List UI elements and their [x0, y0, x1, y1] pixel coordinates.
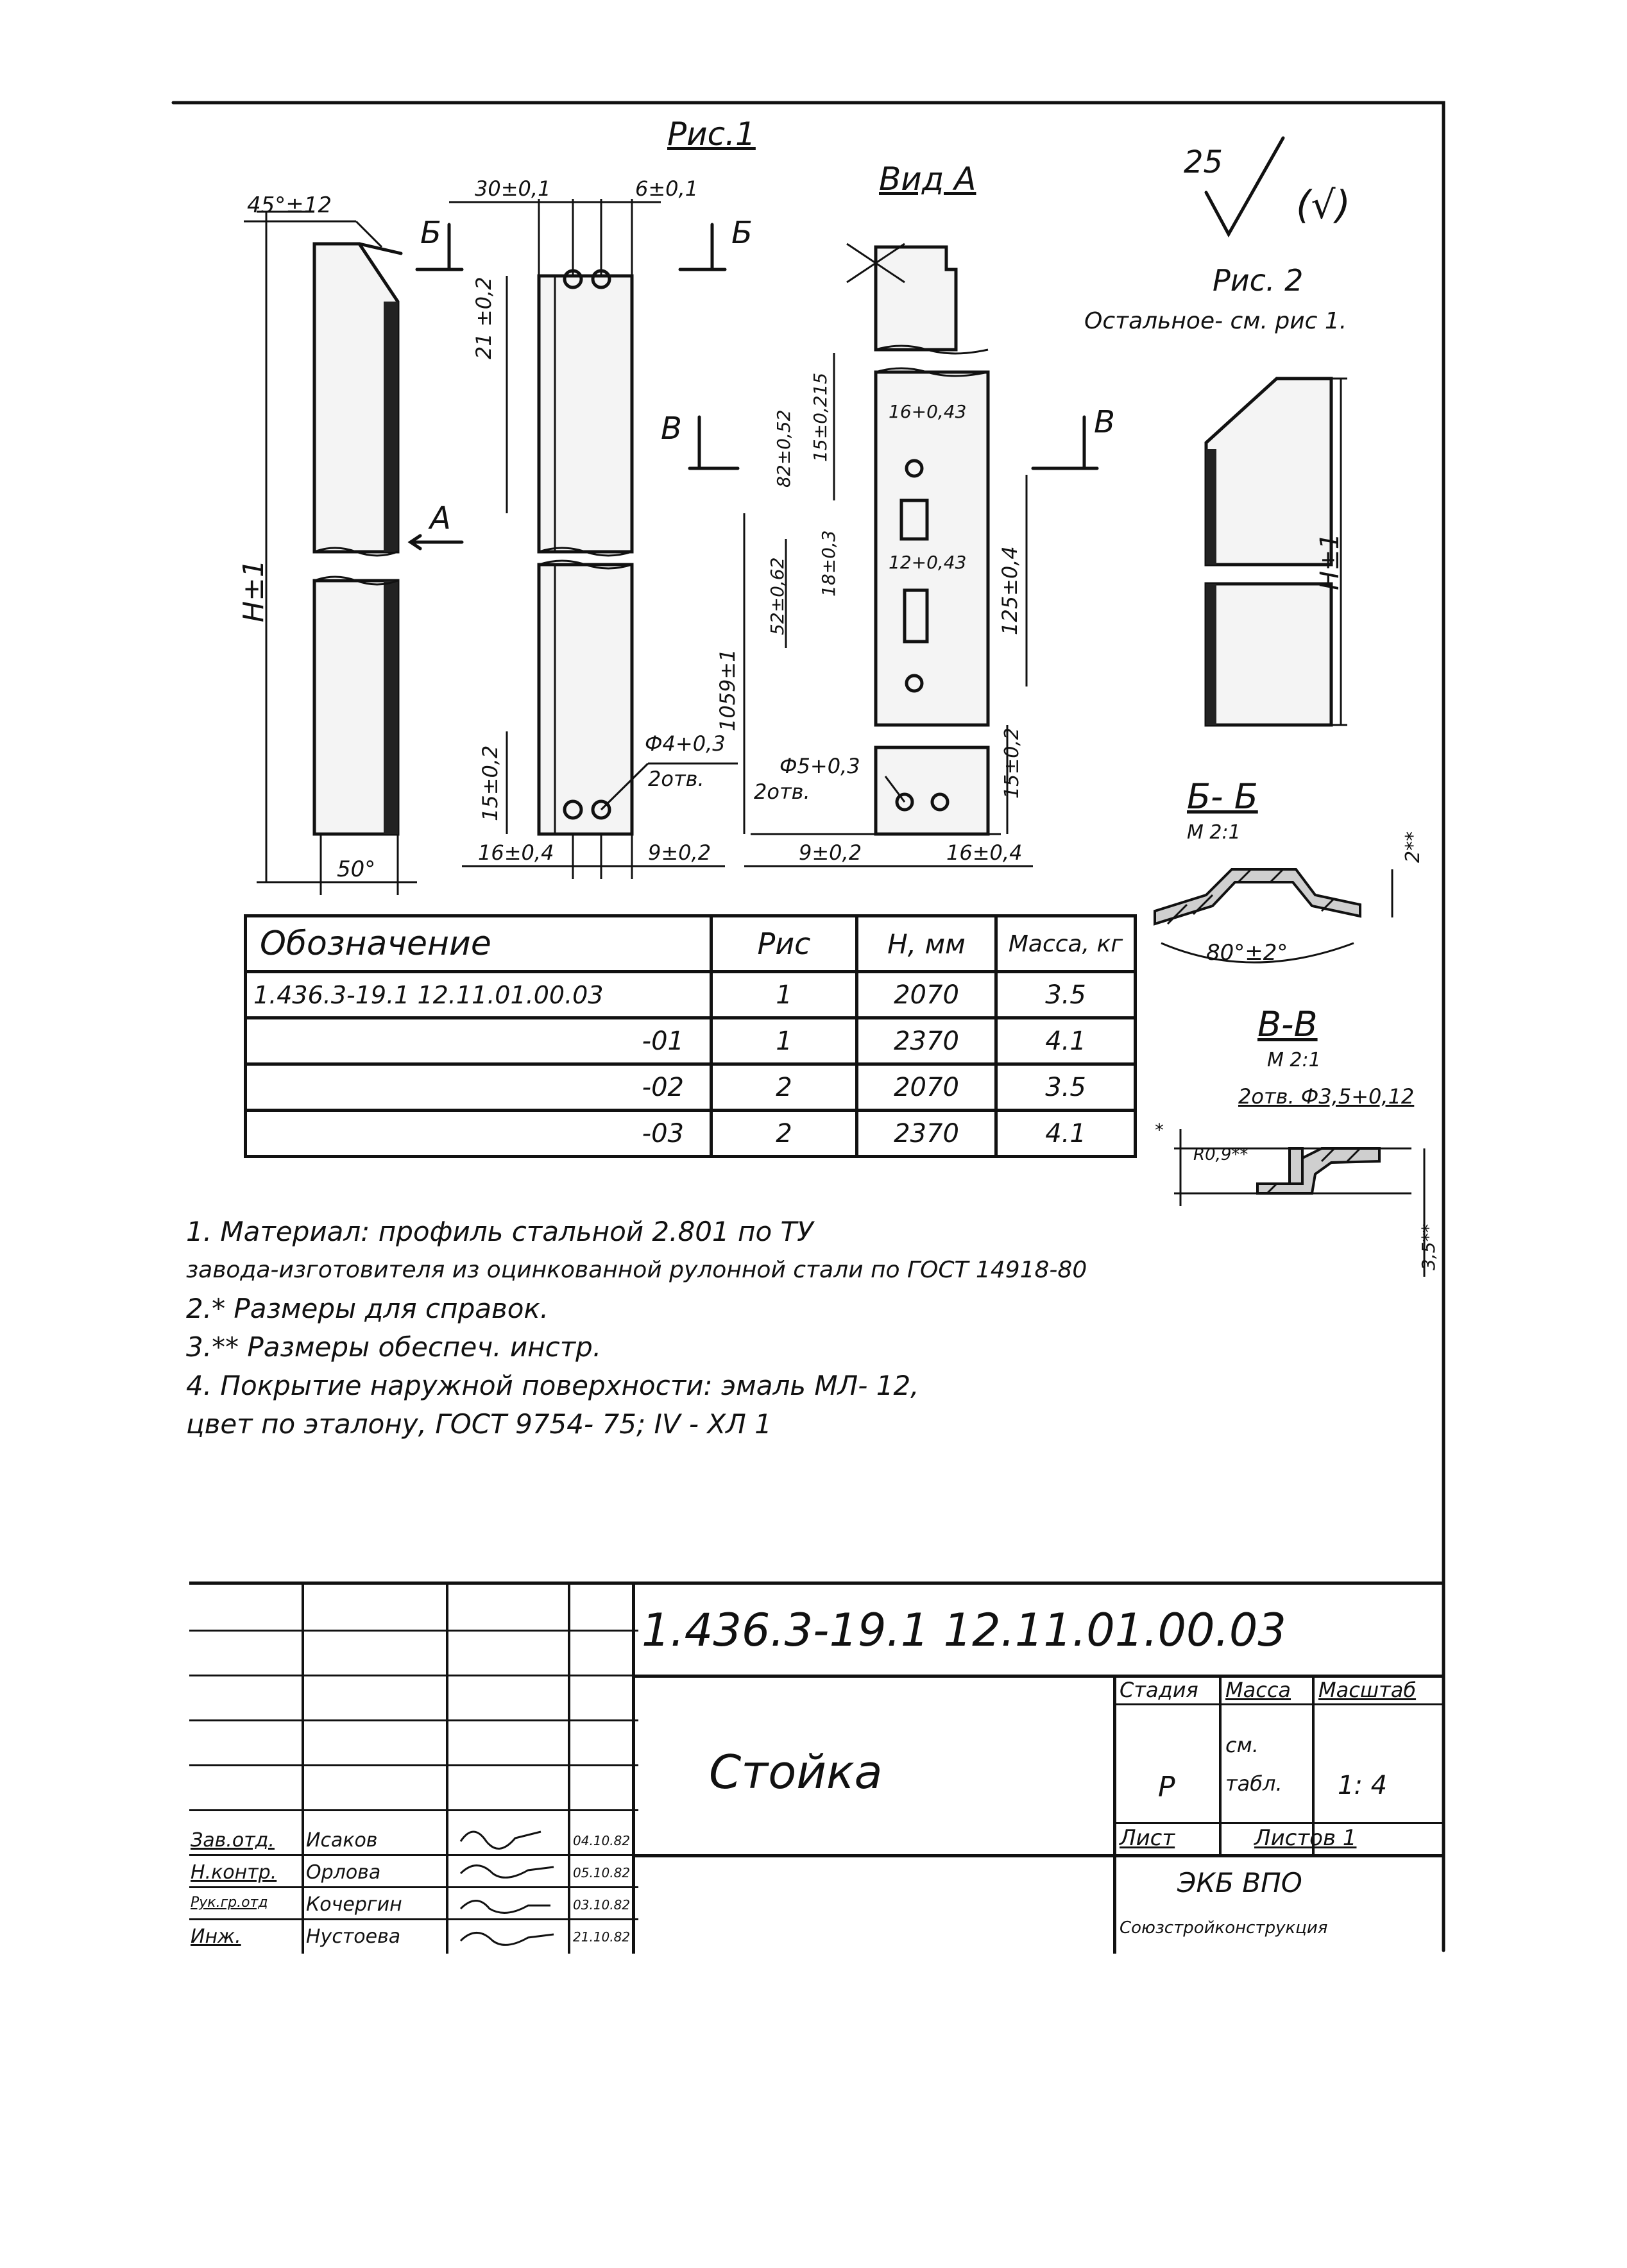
table-row — [246, 1018, 1136, 1064]
signer-name: Орлова — [306, 1861, 381, 1884]
row-figure: 2 — [711, 1111, 857, 1157]
title-block — [189, 1582, 1444, 1954]
organization-bureau: ЭКБ ВПО — [1177, 1867, 1302, 1898]
signer-role: Н.контр. — [191, 1861, 277, 1884]
signer-row — [189, 1856, 638, 1888]
roughness-note: (√) — [1296, 183, 1351, 228]
hole-4-label: Ф4+0,3 — [645, 731, 726, 756]
organization-name: Союзстройконструкция — [1120, 1918, 1328, 1938]
view-a-title: Вид А — [879, 160, 976, 198]
section-vv-title: В-В — [1257, 1004, 1318, 1044]
section-v-mark-left: В — [661, 411, 682, 447]
section-b-mark-left: Б — [420, 215, 441, 251]
row-figure: 2 — [711, 1064, 857, 1111]
signer-row — [189, 1920, 638, 1952]
table-row — [246, 972, 1136, 1018]
figure2-dim-h: Н±1 — [1315, 533, 1345, 590]
sheets-label: Листов 1 — [1254, 1825, 1357, 1851]
dim-82: 82±0,52 — [773, 409, 794, 488]
section-vv-radius: R0,9** — [1193, 1145, 1248, 1164]
dim-15-top: 15±0,215 — [810, 372, 831, 462]
section-vv-dim-top: * — [1155, 1120, 1164, 1141]
dim-125: 125±0,4 — [998, 546, 1022, 635]
mass-value: см. табл. — [1225, 1733, 1282, 1796]
signatures — [448, 1819, 570, 1954]
section-bb-title: Б- Б — [1187, 776, 1258, 817]
note-line: завода-изготовителя из оцинкованной рулонной стали по ГОСТ 14918-80 — [186, 1257, 1087, 1283]
dim-30: 30±0,1 — [475, 176, 551, 201]
dim-16-top: 16+0,43 — [889, 401, 967, 422]
drawing-designation: 1.436.3-19.1 12.11.01.00.03 — [642, 1604, 1286, 1657]
dim-18: 18±0,3 — [818, 530, 839, 597]
dim-52: 52±0,62 — [767, 557, 788, 635]
dim-16-left: 16±0,4 — [478, 840, 554, 865]
stage-label: Стадия — [1120, 1678, 1198, 1702]
dim-15-right: 15±0,2 — [1001, 727, 1023, 799]
row-mass: 4.1 — [996, 1111, 1136, 1157]
section-b-mark-right: Б — [731, 215, 753, 251]
dim-12: 12+0,43 — [889, 552, 967, 573]
view-a-mark: А — [430, 500, 451, 536]
note-line: цвет по эталону, ГОСТ 9754- 75; IV - ХЛ 1 — [186, 1408, 772, 1440]
signer-role: Зав.отд. — [191, 1829, 275, 1852]
stage-value: Р — [1158, 1771, 1175, 1803]
dim-21: 21 ±0,2 — [472, 277, 496, 359]
signer-name: Нустоева — [306, 1925, 401, 1948]
signer-date: 04.10.82 — [573, 1833, 631, 1848]
signer-row — [189, 1888, 638, 1920]
scale-value: 1: 4 — [1338, 1771, 1388, 1800]
row-designation: -01 — [246, 1018, 711, 1064]
signer-role: Рук.гр.отд — [191, 1895, 268, 1911]
signer-row — [189, 1824, 638, 1856]
signer-name: Кочергин — [306, 1893, 402, 1916]
figure1-title: Рис.1 — [667, 115, 756, 153]
row-mass: 4.1 — [996, 1018, 1136, 1064]
note-line: 4. Покрытие наружной поверхности: эмаль МЛ- 12, — [186, 1370, 919, 1401]
sheet-label: Лист — [1120, 1825, 1175, 1851]
row-height: 2370 — [857, 1018, 996, 1064]
row-height: 2070 — [857, 1064, 996, 1111]
signer-role: Инж. — [191, 1925, 241, 1948]
section-vv-holes: 2отв. Ф3,5+0,12 — [1238, 1084, 1415, 1109]
hole-5-count: 2отв. — [754, 780, 810, 804]
row-designation: -02 — [246, 1064, 711, 1111]
row-designation: 1.436.3-19.1 12.11.01.00.03 — [246, 972, 711, 1018]
hole-4-count: 2отв. — [648, 767, 704, 791]
dim-16-right: 16±0,4 — [946, 840, 1023, 865]
figure1-profile-side — [244, 212, 462, 895]
section-vv-scale: М 2:1 — [1267, 1049, 1321, 1071]
section-vv-dim-side: 3,5** — [1418, 1224, 1439, 1270]
mass-label: Масса — [1225, 1678, 1291, 1702]
table-row — [246, 1111, 1136, 1157]
part-name: Стойка — [709, 1745, 883, 1799]
row-figure: 1 — [711, 972, 857, 1018]
row-designation: -03 — [246, 1111, 711, 1157]
dim-9-right: 9±0,2 — [799, 840, 862, 865]
dim-50: 50° — [337, 857, 376, 882]
section-bb-scale: М 2:1 — [1187, 821, 1241, 844]
signer-name: Исаков — [306, 1829, 378, 1852]
variants-table — [244, 914, 1137, 1158]
note-line: 3.** Размеры обеспеч. инстр. — [186, 1331, 602, 1363]
section-bb-angle: 80°±2° — [1206, 940, 1288, 966]
figure2-title: Рис. 2 — [1213, 263, 1304, 298]
table-row — [246, 1064, 1136, 1111]
dim-h: Н±1 — [237, 559, 270, 622]
figure2-note: Остальное- см. рис 1. — [1084, 308, 1347, 334]
row-mass: 3.5 — [996, 972, 1136, 1018]
header-designation: Обозначение — [246, 916, 711, 972]
header-mass: Масса, кг — [996, 916, 1136, 972]
hole-5-label: Ф5+0,3 — [779, 754, 860, 778]
row-height: 2370 — [857, 1111, 996, 1157]
row-height: 2070 — [857, 972, 996, 1018]
dim-15-left: 15±0,2 — [478, 745, 502, 821]
section-v-mark-right: В — [1094, 404, 1115, 440]
roughness-value: 25 — [1184, 144, 1223, 180]
dim-1059: 1059±1 — [715, 649, 740, 731]
signer-date: 21.10.82 — [573, 1929, 631, 1945]
angle-label: 45°±12 — [247, 192, 332, 218]
dim-6: 6±0,1 — [635, 176, 699, 201]
row-figure: 1 — [711, 1018, 857, 1064]
row-mass: 3.5 — [996, 1064, 1136, 1111]
header-figure: Рис — [711, 916, 857, 972]
technical-notes — [186, 1213, 1087, 1444]
variants-table-header — [246, 916, 1136, 972]
signer-date: 03.10.82 — [573, 1897, 631, 1913]
scale-label: Масштаб — [1318, 1678, 1417, 1702]
signer-date: 05.10.82 — [573, 1865, 631, 1880]
note-line: 2.* Размеры для справок. — [186, 1293, 549, 1324]
note-line: 1. Материал: профиль стальной 2.801 по ТУ — [186, 1216, 814, 1247]
header-height: Н, мм — [857, 916, 996, 972]
dim-9-left: 9±0,2 — [648, 840, 711, 865]
section-bb-dim: 2** — [1402, 831, 1424, 863]
